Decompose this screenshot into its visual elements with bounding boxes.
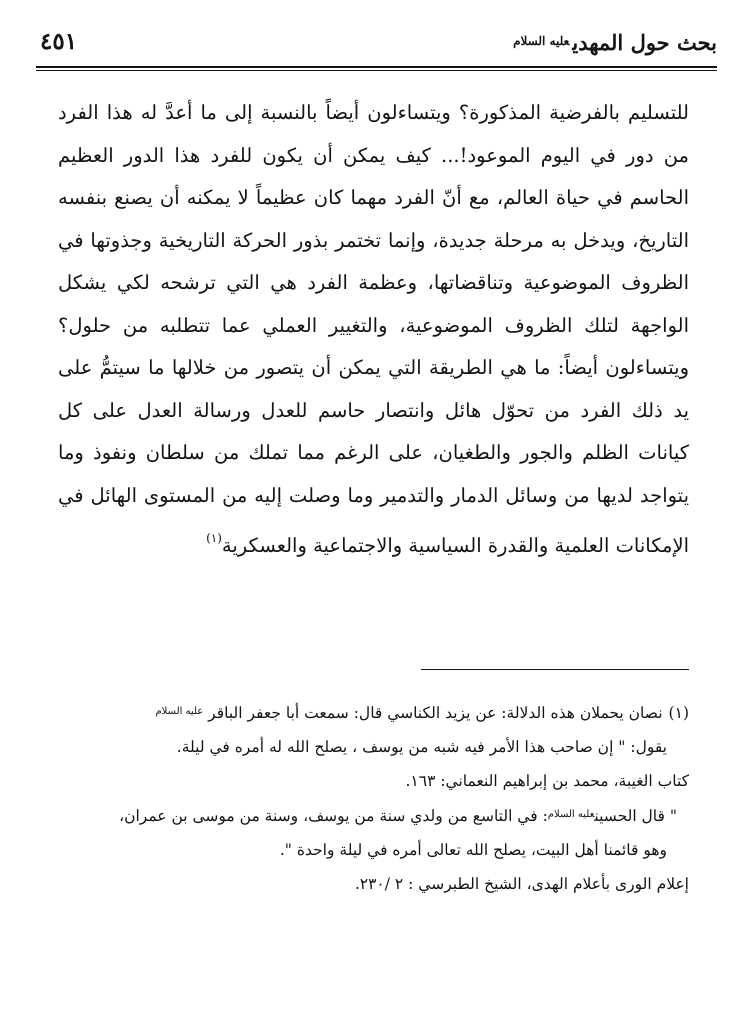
body-paragraph-text: للتسليم بالفرضية المذكورة؟ ويتساءلون أيضاً بالنسبة إلى ما أعدَّ له هذا الفرد من دور في اليوم الموعود!... كيف يمكن أن يكون للفرد هذا الدور العظيم الحاسم في حياة العالم، مع أنّ الفرد مهما كان عظيماً لا يمكنه أن يصنع بنفسه التاريخ، ويدخل به مرحلة جديدة، وإنما تختمر بذور الحركة التاريخية وجذوتها في الظروف الموضوعية وتناقضاتها، وعظمة الفرد هي التي ترشحه لكي يشكل الواجهة لتلك الظروف الموضوعية، والتغيير العملي عما تتطلبه من حلول؟ ويتساءلون أيضاً: ما هي الطريقة التي يمكن أن يتصور من خلالها ما سيتمُّ على يد ذلك الفرد من تحوّل هائل وانتصار حاسم للعدل ورسالة العدل على كل كيانات الظلم والجور والطغيان، على الرغم مما تملك من سلطان ونفوذ وما يتواجد لديها من وسائل الدمار والتدمير وما وصلت إليه من المستوى الهائل في الإمكانات العلمية والقدرة السياسية والاجتماعية والعسكرية <box>58 101 689 557</box>
footnote-honorific-1: عليه السلام <box>155 706 204 717</box>
body-paragraph <box>58 92 689 568</box>
footnote-separator <box>421 669 689 670</box>
footnote-reference: (١) <box>206 531 222 545</box>
footnote-marker: (١) <box>668 704 689 722</box>
footnote-honorific-2: عليه السلام <box>547 809 595 820</box>
footnote-line-4-end: : في التاسع من ولدي سنة من يوسف، وسنة من موسى بن عمران، <box>119 807 548 825</box>
footnote-line-4-start: " قال الحسين <box>594 807 677 825</box>
footnote-line-1-text: نصان يحملان هذه الدلالة: عن يزيد الكناسي قال: سمعت أبا جعفر الباقر <box>208 704 663 722</box>
footnote-line-3: كتاب الغيبة، محمد بن إبراهيم النعماني: ١٦٣. <box>405 772 689 790</box>
footnote-line-1 <box>58 700 689 725</box>
footnote-line-4 <box>58 803 689 828</box>
honorific-mark: عليه السلام <box>513 34 570 48</box>
header-rule-secondary <box>36 70 717 71</box>
running-title <box>513 30 717 55</box>
header-rule <box>36 66 717 68</box>
footnote-line-5: وهو قائمنا أهل البيت، يصلح الله تعالى أمره في ليلة واحدة ". <box>279 841 667 859</box>
page-header <box>36 28 717 60</box>
footnote-line-6: إعلام الورى بأعلام الهدى، الشيخ الطبرسي : ٢ /٢٣٠. <box>354 875 689 893</box>
footnotes <box>58 700 689 906</box>
page-number: ٤٥١ <box>40 28 78 55</box>
running-title-text: بحث حول المهدي <box>572 30 717 55</box>
footnote-line-2: يقول: " إن صاحب هذا الأمر فيه شبه من يوسف ، يصلح الله له أمره في ليلة. <box>176 738 667 756</box>
